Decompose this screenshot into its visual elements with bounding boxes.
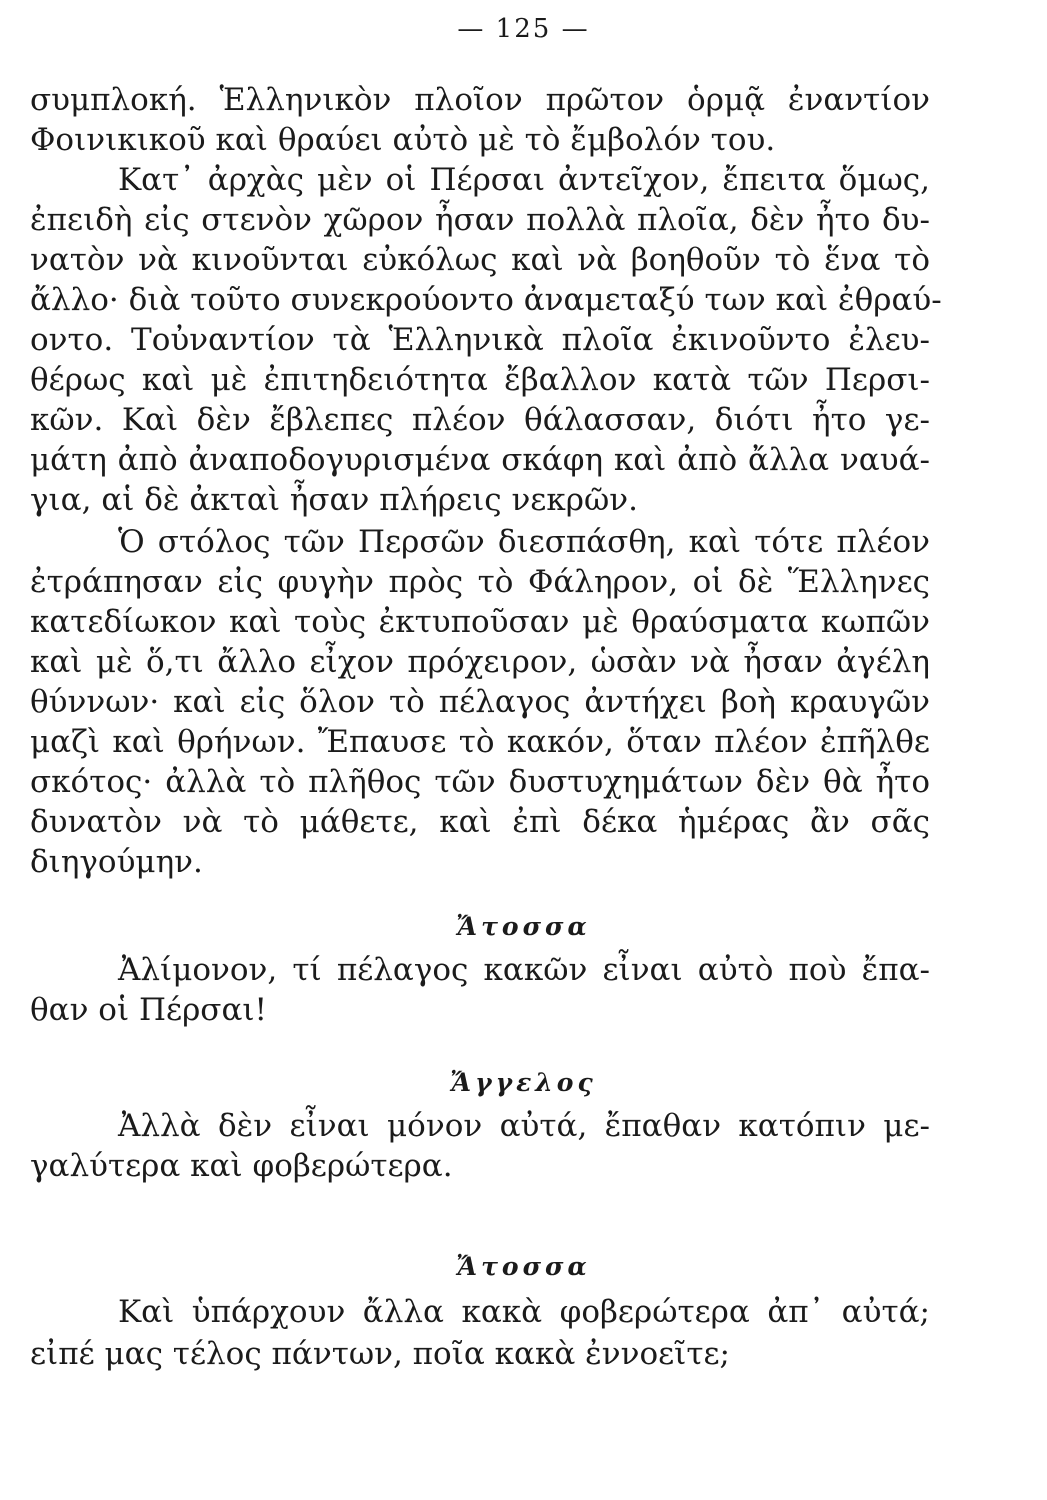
text-line: θύννων· καὶ εἰς ὅλον τὸ πέλαγος ἀντήχει βοὴ κραυγῶν [30,684,930,720]
dialogue-line: Ἀλίμονον, τί πέλαγος κακῶν εἶναι αὐτὸ ποὺ ἔπα- [118,952,930,988]
text-line: θέρως καὶ μὲ ἐπιτηδειότητα ἔβαλλον κατὰ τῶν Περσι- [30,362,930,398]
text-line: μάτη ἀπὸ ἀναποδογυρισμένα σκάφη καὶ ἀπὸ ἄλλα ναυά- [30,442,930,478]
text-line: σκότος· ἀλλὰ τὸ πλῆθος τῶν δυστυχημάτων δὲν θὰ ἦτο [30,764,930,800]
speaker-name: Ἄτοσσα [456,912,591,941]
page-number: — 125 — [457,14,590,44]
text-line: νατὸν νὰ κινοῦνται εὐκόλως καὶ νὰ βοηθοῦν τὸ ἕνα τὸ [30,242,930,278]
dialogue-line: εἰπέ μας τέλος πάντων, ποῖα κακὰ ἐννοεῖτε; [30,1336,730,1372]
dialogue-line: Καὶ ὑπάρχουν ἄλλα κακὰ φοβερώτερα ἀπ᾽ αὐτά; [118,1294,930,1330]
text-line: για, αἱ δὲ ἀκταὶ ἦσαν πλήρεις νεκρῶν. [30,482,638,518]
text-line: Ὁ στόλος τῶν Περσῶν διεσπάσθη, καὶ τότε πλέον [118,524,930,560]
text-line: κατεδίωκον καὶ τοὺς ἐκτυποῦσαν μὲ θραύσματα κωπῶν [30,604,930,640]
speaker-name: Ἄγγελος [450,1068,597,1097]
text-line: οντο. Τοὐναντίον τὰ Ἑλληνικὰ πλοῖα ἐκινοῦντο ἐλευ- [30,322,930,358]
text-line: καὶ μὲ ὅ,τι ἄλλο εἶχον πρόχειρον, ὡσὰν νὰ ἦσαν ἀγέλη [30,644,930,680]
text-line: κῶν. Καὶ δὲν ἔβλεπες πλέον θάλασσαν, διότι ἦτο γε- [30,402,930,438]
text-line: διηγούμην. [30,844,203,880]
dialogue-line: γαλύτερα καὶ φοβερώτερα. [30,1148,453,1184]
dialogue-line: θαν οἱ Πέρσαι! [30,992,267,1028]
text-line: δυνατὸν νὰ τὸ μάθετε, καὶ ἐπὶ δέκα ἡμέρας ἂν σᾶς [30,804,930,840]
dialogue-line: Ἀλλὰ δὲν εἶναι μόνον αὐτά, ἔπαθαν κατόπιν με- [118,1108,930,1144]
text-line: Φοινικικοῦ καὶ θραύει αὐτὸ μὲ τὸ ἔμβολόν του. [30,122,776,158]
text-line: ἐπειδὴ εἰς στενὸν χῶρον ἦσαν πολλὰ πλοῖα, δὲν ἦτο δυ- [30,202,930,238]
speaker-name: Ἄτοσσα [456,1252,591,1281]
text-line: Κατ᾽ ἀρχὰς μὲν οἱ Πέρσαι ἀντεῖχον, ἔπειτα ὅμως, [118,162,930,198]
text-line: συμπλοκή. Ἑλληνικὸν πλοῖον πρῶτον ὁρμᾷ ἐναντίον [30,82,930,118]
text-line: μαζὶ καὶ θρήνων. Ἔπαυσε τὸ κακόν, ὅταν πλέον ἐπῆλθε [30,724,930,760]
text-line: ἄλλο· διὰ τοῦτο συνεκρούοντο ἀναμεταξύ των καὶ ἐθραύ- [30,282,942,318]
text-line: ἐτράπησαν εἰς φυγὴν πρὸς τὸ Φάληρον, οἱ δὲ Ἕλληνες [30,564,930,600]
